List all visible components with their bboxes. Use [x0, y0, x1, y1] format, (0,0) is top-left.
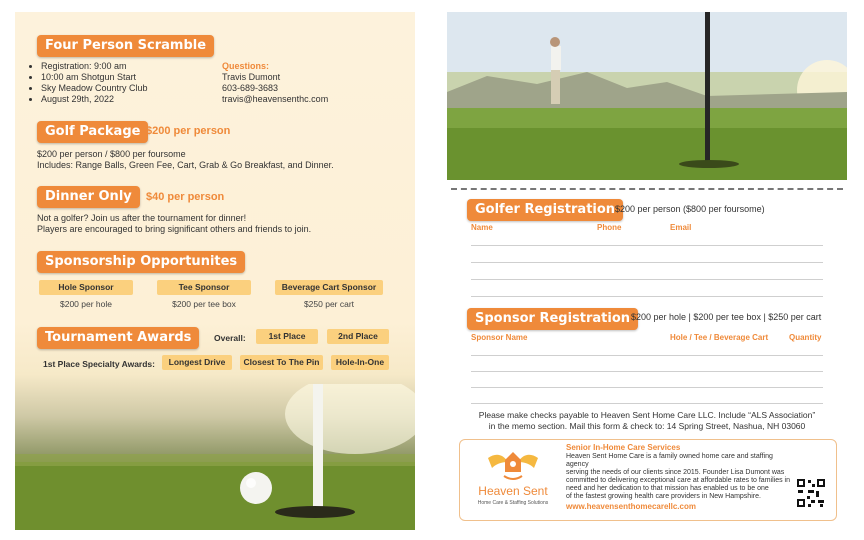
footer-line-3: committed to delivering exceptional care at affordable rates to families in: [566, 477, 790, 484]
scramble-details: [29, 61, 148, 105]
beverage-cart-price: $250 per cart: [303, 299, 355, 309]
dinner-line2: Players are encouraged to bring significant others and friends to join.: [37, 224, 312, 234]
heaven-sent-logo-icon: [486, 446, 540, 482]
beverage-cart-tag: Beverage Cart Sponsor: [275, 280, 383, 295]
col-name: Name: [471, 223, 493, 232]
award-longest-drive: Longest Drive: [162, 355, 232, 370]
sponsor-registration-price: $200 per hole | $200 per tee box | $250 per cart: [631, 312, 822, 322]
detail-shotgun: • 10:00 am Shotgun Start: [41, 72, 148, 83]
dinner-line1: Not a golfer? Join us after the tournament for dinner!: [37, 213, 247, 223]
golfer-registration-price: $200 per person ($800 per foursome): [615, 204, 765, 214]
specialty-label: 1st Place Specialty Awards:: [43, 359, 155, 369]
footer-url[interactable]: www.heavensenthomecarellc.com: [566, 502, 696, 511]
logo-name: Heaven Sent: [478, 484, 548, 498]
golfer-entry-line-4[interactable]: [471, 296, 823, 297]
golf-package-line2: Includes: Range Balls, Green Fee, Cart, Grab & Go Breakfast, and Dinner.: [37, 160, 334, 170]
col-quantity: Quantity: [789, 333, 822, 342]
col-email: Email: [670, 223, 692, 232]
checks-line-1: Please make checks payable to Heaven Sent Home Care LLC. Include “ALS Association”: [478, 410, 816, 420]
footer-line-2: serving the needs of our clients since 2015. Founder Lisa Dumont was: [566, 469, 785, 476]
questions-label: Questions:: [222, 61, 270, 71]
scramble-title: Four Person Scramble: [37, 35, 214, 57]
col-sponsor-name: Sponsor Name: [471, 333, 528, 342]
hole-sponsor-tag: Hole Sponsor: [39, 280, 133, 295]
award-1st-place: 1st Place: [256, 329, 318, 344]
cut-line: [451, 188, 843, 190]
footer-line-5: of the fastest growing health care providers in New Hampshire.: [566, 493, 761, 500]
award-hole-in-one: Hole-In-One: [331, 355, 389, 370]
sponsor-entry-line-3[interactable]: [471, 387, 823, 388]
sponsor-entry-line-4[interactable]: [471, 403, 823, 404]
detail-registration: • Registration: 9:00 am: [41, 61, 148, 72]
tee-sponsor-price: $200 per tee box: [172, 299, 236, 309]
sponsor-entry-line-2[interactable]: [471, 371, 823, 372]
tee-sponsor-tag: Tee Sponsor: [157, 280, 251, 295]
footer-line-4: need and her dedication to that mission has enabled us to be one: [566, 485, 769, 492]
qr-code-icon: [796, 478, 826, 508]
contact-name: Travis Dumont: [222, 72, 281, 82]
overall-label: Overall:: [214, 333, 246, 343]
golfer-entry-line-3[interactable]: [471, 279, 823, 280]
detail-venue: • Sky Meadow Country Club: [41, 83, 148, 94]
dinner-title: Dinner Only: [37, 186, 140, 208]
checks-line-2: in the memo section. Mail this form & check to: 14 Spring Street, Nashua, NH 03060: [488, 421, 806, 431]
footer-description: [566, 453, 796, 501]
logo-tagline: Home Care & Staffing Solutions: [477, 500, 549, 506]
contact-phone: 603-689-3683: [222, 83, 279, 93]
flyer-left-panel: [15, 12, 415, 530]
golfer-entry-line-2[interactable]: [471, 262, 823, 263]
dinner-price: $40 per person: [146, 191, 225, 203]
golfer-entry-line-1[interactable]: [471, 245, 823, 246]
golf-package-line1: $200 per person / $800 per foursome: [37, 149, 186, 159]
registration-right-panel: [447, 12, 847, 530]
golf-green-illustration: [15, 384, 415, 530]
sponsorship-title: Sponsorship Opportunites: [37, 251, 245, 273]
sponsor-entry-line-1[interactable]: [471, 355, 823, 356]
contact-email: travis@heavensenthc.com: [222, 94, 329, 104]
golfer-registration-title: Golfer Registration: [467, 199, 623, 221]
sponsor-registration-title: Sponsor Registration: [467, 308, 638, 330]
company-footer-box: [459, 439, 837, 521]
award-closest-pin: Closest To The Pin: [240, 355, 323, 370]
footer-line-1: Heaven Sent Home Care is a family owned home care and staffing agency: [566, 453, 773, 468]
hole-sponsor-price: $200 per hole: [60, 299, 112, 309]
footer-heading: Senior In-Home Care Services: [566, 443, 681, 452]
col-phone: Phone: [597, 223, 622, 232]
golf-package-price: $200 per person: [146, 125, 231, 137]
detail-date: • August 29th, 2022: [41, 94, 148, 105]
golfer-photo: [447, 12, 847, 180]
golf-package-title: Golf Package: [37, 121, 148, 143]
awards-title: Tournament Awards: [37, 327, 199, 349]
col-sponsor-type: Hole / Tee / Beverage Cart: [670, 333, 769, 342]
award-2nd-place: 2nd Place: [327, 329, 389, 344]
